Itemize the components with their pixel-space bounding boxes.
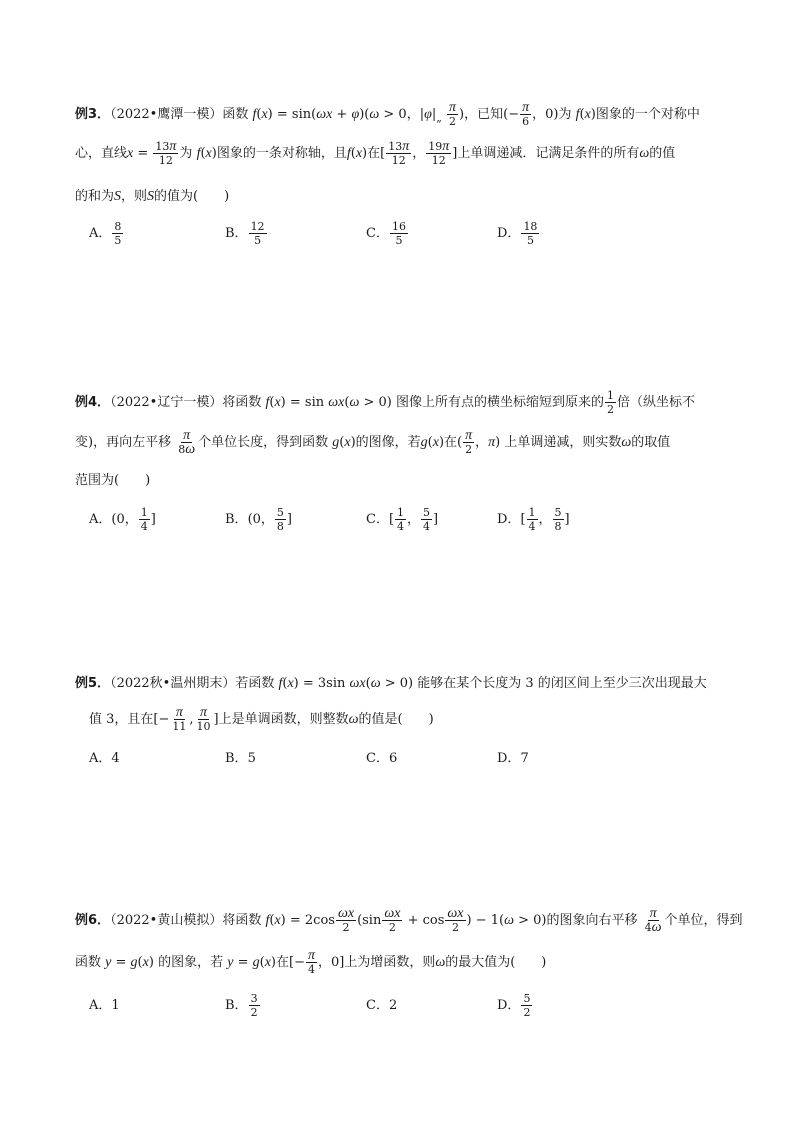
problem-6-line-1: 例6．（2022•黄山模拟）将函数 f(x) = 2cos $\frac{\omega x}{2}$ (sin $\frac{\omega x}{2}$ + cos $\frac{\omega x}{2}$ ) − 1(ω > 0)的图象向右平移 $\frac{\pi}{4\omega}$ 个单位，得到: [75, 906, 743, 935]
formula: y = g(x): [227, 955, 276, 970]
option-a[interactable]: A．4: [89, 751, 120, 766]
formula: f(x) = sin ωx(ω > 0): [265, 395, 392, 410]
option-d[interactable]: D． $\frac{5}{2}$: [497, 992, 531, 1019]
formula: [ $\frac{13\pi}{12}$ ， $\frac{19\pi}{12}$ ]: [380, 139, 458, 167]
problem-3-line-2: 心，直线x = $\frac{13\pi}{12}$ 为 f(x)图象的一条对称轴，且f(x)在[ $\frac{13\pi}{12}$ ， $\frac{19\pi}{12}$ ]上单调递减．记满足条件的所有ω的值: [75, 139, 676, 167]
formula: (− $\frac{\pi}{6}$ ，0): [503, 100, 559, 128]
problem-5-line-2: 值 3，且在[− $\frac{\pi}{11}$ , $\frac{\pi}{10}$ ]上是单调函数，则整数ω的值是( ): [89, 705, 434, 733]
problem-5-line-1: 例5．（2022秋•温州期末）若函数 f(x) = 3sin ωx(ω > 0) 能够在某个长度为 3 的闭区间上至少三次出现最大: [75, 676, 707, 691]
option-d[interactable]: D．7: [497, 751, 529, 766]
problem-4-line-1: 例4．（2022•辽宁一模）将函数 f(x) = sin ωx(ω > 0) 图像上所有点的横坐标缩短到原来的 $\frac{1}{2}$ 倍（纵坐标不: [75, 389, 695, 416]
problem-source: （2022•鹰潭一模）: [110, 107, 223, 122]
formula: [− $\frac{\pi}{11}$ , $\frac{\pi}{10}$ ]: [153, 705, 219, 733]
option-c[interactable]: C． $\frac{16}{5}$: [366, 220, 406, 247]
option-a[interactable]: A． $\frac{8}{5}$: [89, 220, 122, 247]
option-b[interactable]: B． $\frac{12}{5}$: [225, 220, 265, 247]
problem-3-line-1: 例3．（2022•鹰潭一模）函数 f(x) = sin(ωx + φ)(ω > 0，$|\varphi|_„$ $\frac{\pi}{2}$ )，已知(− $\frac{\pi}{6}$ ，0)为 f(x)图象的一个对称中: [75, 100, 700, 128]
option-a[interactable]: A．(0， $\frac{1}{4}$ ]: [89, 506, 156, 533]
problem-source: （2022•黄山模拟）: [110, 913, 223, 928]
formula: f(x) = 2cos $\frac{\omega x}{2}$ (sin $\frac{\omega x}{2}$ + cos $\frac{\omega x}{2}$ ) − 1(ω > 0): [265, 906, 547, 934]
option-b[interactable]: B． $\frac{3}{2}$: [225, 992, 258, 1019]
problem-label: 例4: [75, 395, 98, 410]
formula: y = g(x): [105, 955, 154, 970]
option-d[interactable]: D． $\frac{18}{5}$: [497, 220, 538, 247]
problem-4-line-3: 范围为( ): [75, 473, 151, 488]
problem-3-line-3: 的和为S，则S的值为( ): [75, 189, 230, 204]
option-c[interactable]: C．[ $\frac{1}{4}$ ， $\frac{5}{4}$ ]: [366, 506, 439, 533]
formula: g(x): [332, 435, 356, 450]
formula: x = $\frac{13\pi}{12}$: [127, 139, 177, 167]
options: [89, 502, 729, 538]
problem-source: （2022•辽宁一模）: [110, 395, 223, 410]
options: [89, 741, 729, 777]
problem-6-line-2: 函数 y = g(x) 的图象，若 y = g(x)在[− $\frac{\pi}{4}$ ，0]上为增函数，则ω的最大值为( ): [75, 948, 547, 976]
option-d[interactable]: D．[ $\frac{1}{4}$ ， $\frac{5}{8}$ ]: [497, 506, 570, 533]
option-a[interactable]: A．1: [89, 998, 120, 1013]
problem-4-line-2: 变)，再向左平移 $\frac{\pi}{8\omega}$ 个单位长度，得到函数 g(x)的图像，若g(x)在( $\frac{\pi}{2}$ ，π) 上单调递减，则实数ω的取值: [75, 428, 671, 457]
formula: f(x): [196, 146, 217, 161]
formula: ( $\frac{\pi}{2}$ ，π): [457, 428, 501, 456]
formula: g(x): [420, 435, 445, 450]
problem-label: 例5: [75, 676, 98, 691]
problem-label: 例6: [75, 913, 98, 928]
problem-source: （2022秋•温州期末）: [110, 676, 236, 691]
formula: [− $\frac{\pi}{4}$ ，0]: [289, 948, 345, 976]
formula: f(x) = sin(ωx + φ)(ω > 0: [252, 107, 407, 122]
formula: f(x): [346, 146, 368, 161]
formula: $|\varphi|_„$ $\frac{\pi}{2}$ ): [419, 100, 465, 128]
option-b[interactable]: B．5: [225, 751, 256, 766]
options: [89, 216, 729, 252]
formula: f(x) = 3sin ωx(ω > 0): [278, 676, 414, 691]
option-b[interactable]: B．(0， $\frac{5}{8}$ ]: [225, 506, 292, 533]
options: [89, 988, 729, 1024]
formula: f(x): [575, 107, 596, 122]
option-c[interactable]: C．6: [366, 751, 398, 766]
option-c[interactable]: C．2: [366, 998, 398, 1013]
problem-label: 例3: [75, 107, 98, 122]
